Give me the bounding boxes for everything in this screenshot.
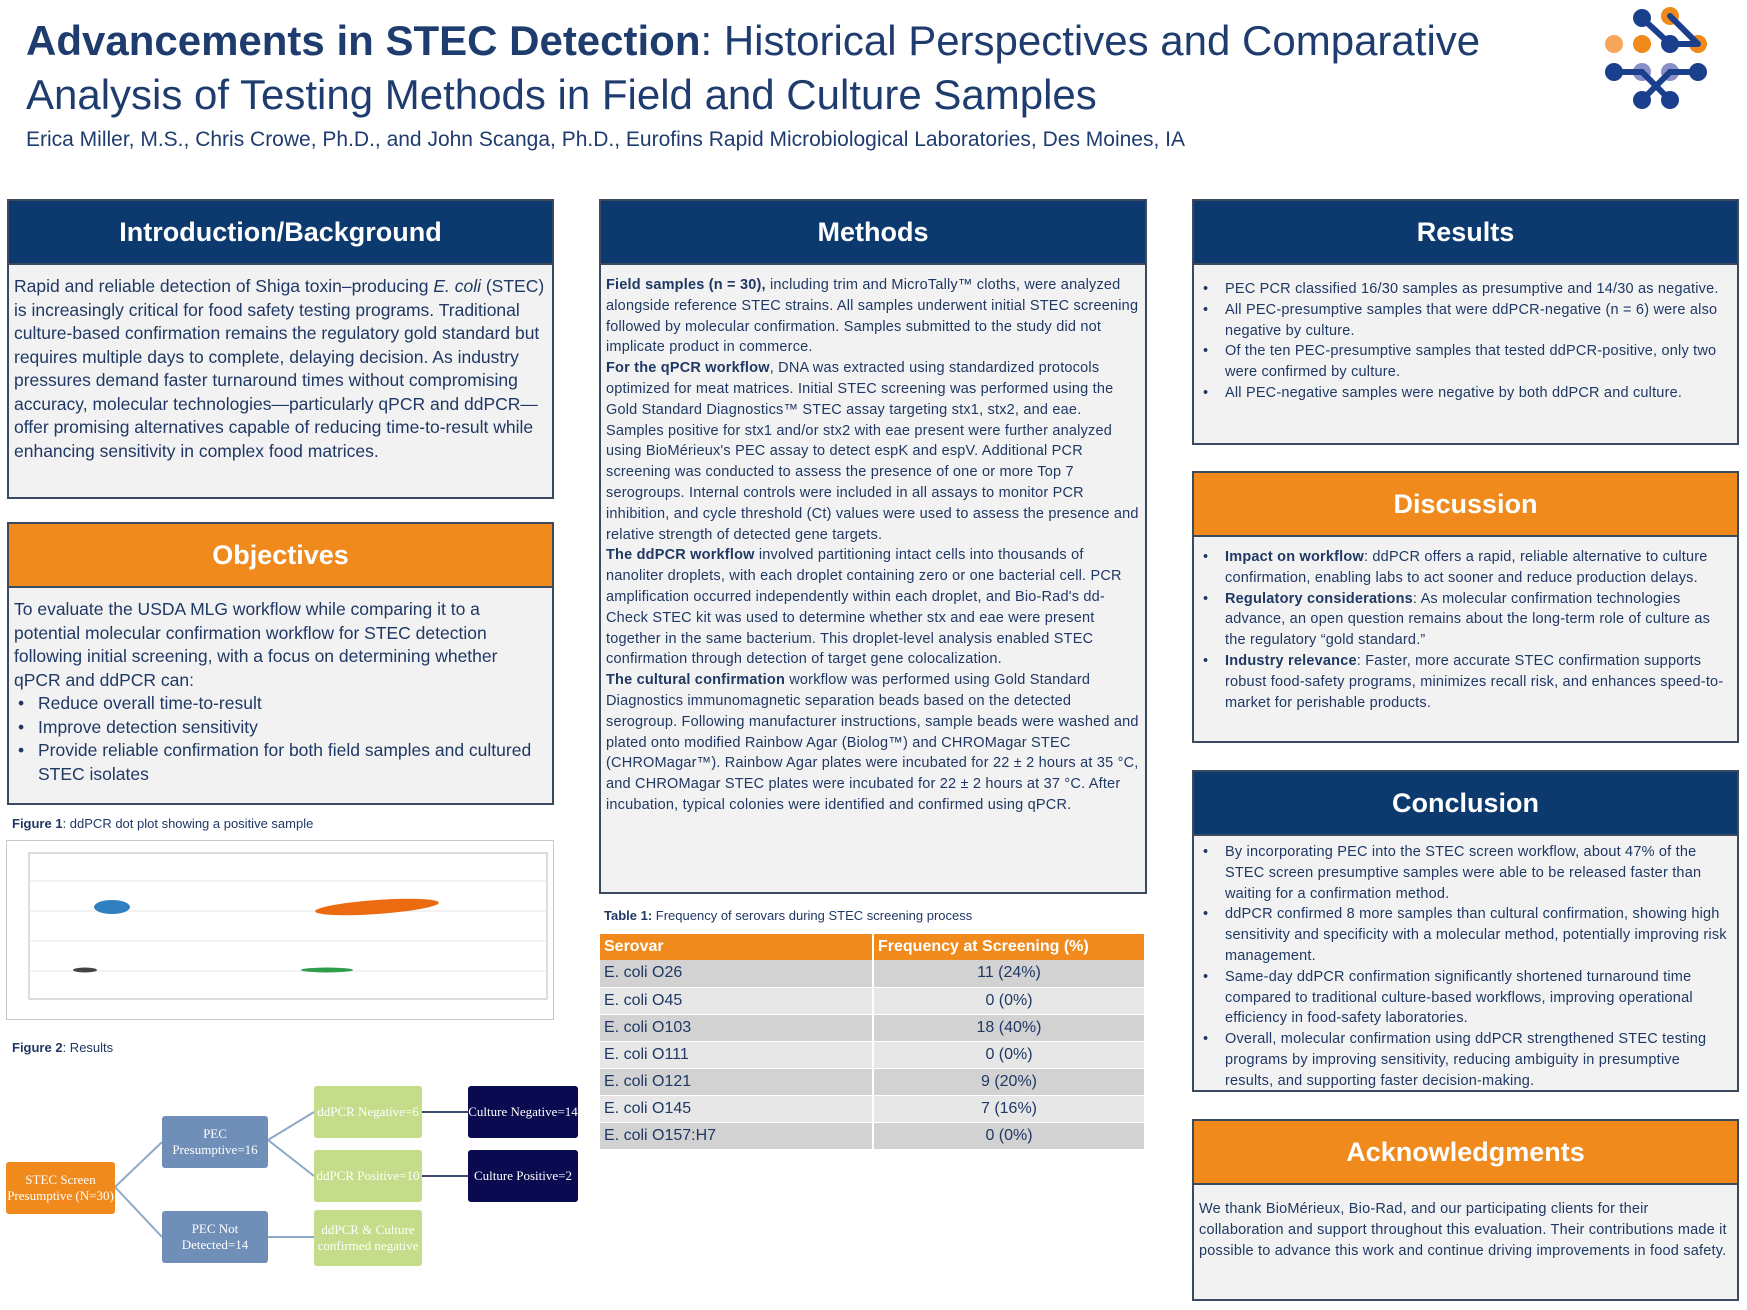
methods-body <box>601 265 1145 826</box>
discussion-item: • Impact on workflow: ddPCR offers a rapid, reliable alternative to culture confirmation, enabling labs to act sooner and reduce production delays. <box>1199 547 1732 589</box>
methods-ddpcr: The ddPCR workflow involved partitioning intact cells into thousands of nanoliter droplets, with each droplet containing zero or one bacterial cell. PCR amplification occurred independently within each droplet, and Bio-Rad's dd-Check STEC kit was used to determine whether stx and eae were present together in the same bacterium. This droplet-level analysis enabled STEC confirmation through detection of target gene colocalization. <box>606 547 1122 668</box>
culture-positive-box: Culture Positive=2 <box>468 1150 578 1202</box>
ddpcr-positive-box: ddPCR Positive=10 <box>314 1150 422 1202</box>
objectives-heading: Objectives <box>9 524 552 588</box>
serovar-cell: E. coli O145 <box>600 1095 873 1122</box>
result-item: • All PEC-presumptive samples that were ddPCR-negative (n = 6) were also negative by culture. <box>1199 300 1732 342</box>
intro-heading: Introduction/Background <box>9 201 552 265</box>
poster-authors: Erica Miller, M.S., Chris Crowe, Ph.D., and John Scanga, Ph.D., Eurofins Rapid Microbiological Laboratories, Des Moines, IA <box>26 128 1185 151</box>
table-row <box>600 960 1145 987</box>
culture-negative-box: Culture Negative=14 <box>468 1086 578 1138</box>
results-heading: Results <box>1194 201 1737 265</box>
methods-panel <box>599 199 1147 894</box>
conclusion-item: • By incorporating PEC into the STEC screen workflow, about 47% of the STEC screen presumptive samples were able to be released faster than waiting for a confirmation method. <box>1199 842 1732 904</box>
frequency-cell: 0 (0%) <box>873 1122 1145 1149</box>
eurofins-logo <box>1600 6 1720 126</box>
conclusion-item: • Same-day ddPCR confirmation significantly shortened turnaround time compared to traditional culture-based workflows, improving operational efficiency in food-safety laboratories. <box>1199 967 1732 1029</box>
results-flowchart <box>0 1072 590 1302</box>
methods-culture: The cultural confirmation workflow was performed using Gold Standard Diagnostics immunomagnetic separation beads based on the detected serogroup. Following manufacturer instructions, sample beads were washed and plated onto modified Rainbow Agar (Biolog™) and CHROMagar STEC (CHROMagar™). Rainbow Agar plates were incubated for 22 ± 2 hours at 35 °C, and CHROMagar STEC plates were incubated for 22 ± 2 hours at 37 °C. After incubation, typical colonies were identified and confirmed using qPCR. <box>606 672 1139 813</box>
table-header: Serovar <box>600 934 873 960</box>
figure2-caption: Figure 2: Results <box>12 1040 114 1055</box>
figure1-caption: Figure 1: ddPCR dot plot showing a positive sample <box>12 816 314 831</box>
ddpcr-negative-box: ddPCR Negative=6 <box>314 1086 422 1138</box>
table-row <box>600 1068 1145 1095</box>
pec-presumptive-box: PEC Presumptive=16 <box>162 1116 268 1168</box>
serovar-table <box>600 934 1146 1150</box>
frequency-cell: 7 (16%) <box>873 1095 1145 1122</box>
table-row <box>600 1095 1145 1122</box>
pec-not-detected-box: PEC Not Detected=14 <box>162 1211 268 1263</box>
discussion-panel <box>1192 471 1739 743</box>
stec-screen-box: STEC Screen Presumptive (N=30) <box>6 1162 115 1214</box>
discussion-item: • Industry relevance: Faster, more accurate STEC confirmation supports robust food-safety programs, minimizes recall risk, and enhances speed-to-market for perishable products. <box>1199 651 1732 713</box>
results-panel <box>1192 199 1739 445</box>
conclusion-item: • ddPCR confirmed 8 more samples than cultural confirmation, showing high sensitivity and specificity with a molecular method, potentially improving risk management. <box>1199 904 1732 966</box>
methods-field-samples: Field samples (n = 30), including trim and MicroTally™ cloths, were analyzed alongside reference STEC strains. All samples underwent initial STEC screening followed by molecular confirmation. Samples submitted to the study did not implicate product in commerce. <box>606 277 1139 356</box>
objective-item: • Provide reliable confirmation for both field samples and cultured STEC isolates <box>14 739 547 786</box>
serovar-cell: E. coli O111 <box>600 1041 873 1068</box>
objectives-body <box>9 588 552 796</box>
intro-panel <box>7 199 554 499</box>
serovar-cell: E. coli O45 <box>600 987 873 1014</box>
methods-qpcr: For the qPCR workflow, DNA was extracted using standardized protocols optimized for meat matrices. Initial STEC screening was performed using the Gold Standard Diagnostics™ STEC assay targeting stx1, stx2, and eae. Samples positive for stx1 and/or stx2 with eae present were further analyzed using BioMérieux's PEC assay to detect espK and espV. Additional PCR screening was conducted to assess the presence of one or more Top 7 serogroups. Internal controls were included in all assays to monitor PCR inhibition, and cycle threshold (Ct) values were used to assess the presence and relative strength of detected gene targets. <box>606 360 1139 543</box>
table-row <box>600 1122 1145 1149</box>
methods-heading: Methods <box>601 201 1145 265</box>
table-row <box>600 987 1145 1014</box>
objective-item: • Improve detection sensitivity <box>14 716 547 740</box>
frequency-cell: 9 (20%) <box>873 1068 1145 1095</box>
result-item: • All PEC-negative samples were negative by both ddPCR and culture. <box>1199 383 1732 404</box>
objectives-text: To evaluate the USDA MLG workflow while comparing it to a potential molecular confirmation workflow for STEC detection following initial screening, with a focus on determining whether qPCR and ddPCR can: <box>14 599 498 690</box>
serovar-cell: E. coli O103 <box>600 1014 873 1041</box>
conclusion-body <box>1194 836 1737 1102</box>
results-body <box>1194 265 1737 414</box>
serovar-cell: E. coli O121 <box>600 1068 873 1095</box>
frequency-cell: 0 (0%) <box>873 1041 1145 1068</box>
frequency-cell: 18 (40%) <box>873 1014 1145 1041</box>
ddpcr-culture-negative-box: ddPCR & Culture confirmed negative <box>314 1210 422 1266</box>
table1-caption: Table 1: Frequency of serovars during STEC screening process <box>604 908 973 923</box>
ddpcr-dot-plot <box>6 840 554 1020</box>
acknowledgments-panel <box>1192 1119 1739 1301</box>
discussion-heading: Discussion <box>1194 473 1737 537</box>
acknowledgments-heading: Acknowledgments <box>1194 1121 1737 1185</box>
conclusion-panel <box>1192 770 1739 1092</box>
result-item: • PEC PCR classified 16/30 samples as presumptive and 14/30 as negative. <box>1199 279 1732 300</box>
conclusion-heading: Conclusion <box>1194 772 1737 836</box>
conclusion-item: • Overall, molecular confirmation using ddPCR strengthened STEC testing programs by improving sensitivity, reducing ambiguity in presumptive results, and supporting faster decision-making. <box>1199 1029 1732 1091</box>
serovar-cell: E. coli O157:H7 <box>600 1122 873 1149</box>
serovar-cell: E. coli O26 <box>600 960 873 987</box>
table-row <box>600 1014 1145 1041</box>
table-header: Frequency at Screening (%) <box>873 934 1145 960</box>
frequency-cell: 11 (24%) <box>873 960 1145 987</box>
discussion-item: • Regulatory considerations: As molecular confirmation technologies advance, an open question remains about the long-term role of culture as the regulatory “gold standard.” <box>1199 589 1732 651</box>
discussion-body <box>1194 537 1737 723</box>
objective-item: • Reduce overall time-to-result <box>14 692 547 716</box>
result-item: • Of the ten PEC-presumptive samples that tested ddPCR-positive, only two were confirmed by culture. <box>1199 341 1732 383</box>
frequency-cell: 0 (0%) <box>873 987 1145 1014</box>
table-row <box>600 1041 1145 1068</box>
poster-title: Advancements in STEC Detection: Historical Perspectives and Comparative Analysis of Testing Methods in Field and Culture Samples <box>26 17 1481 118</box>
acknowledgments-text: We thank BioMérieux, Bio-Rad, and our participating clients for their collaboration and support throughout this evaluation. Their contributions made it possible to advance this work and continue driving improvements in food safety. <box>1199 1201 1727 1259</box>
intro-text: Rapid and reliable detection of Shiga toxin–producing E. coli (STEC) is increasingly critical for food safety testing programs. Traditional culture-based confirmation remains the regulatory gold standard but requires multiple days to complete, delaying decision. As industry pressures demand faster turnaround times without compromising accuracy, molecular technologies—particularly qPCR and ddPCR—offer promising alternatives capable of reducing time-to-result while enhancing sensitivity in complex food matrices. <box>14 276 545 461</box>
objectives-panel <box>7 522 554 805</box>
